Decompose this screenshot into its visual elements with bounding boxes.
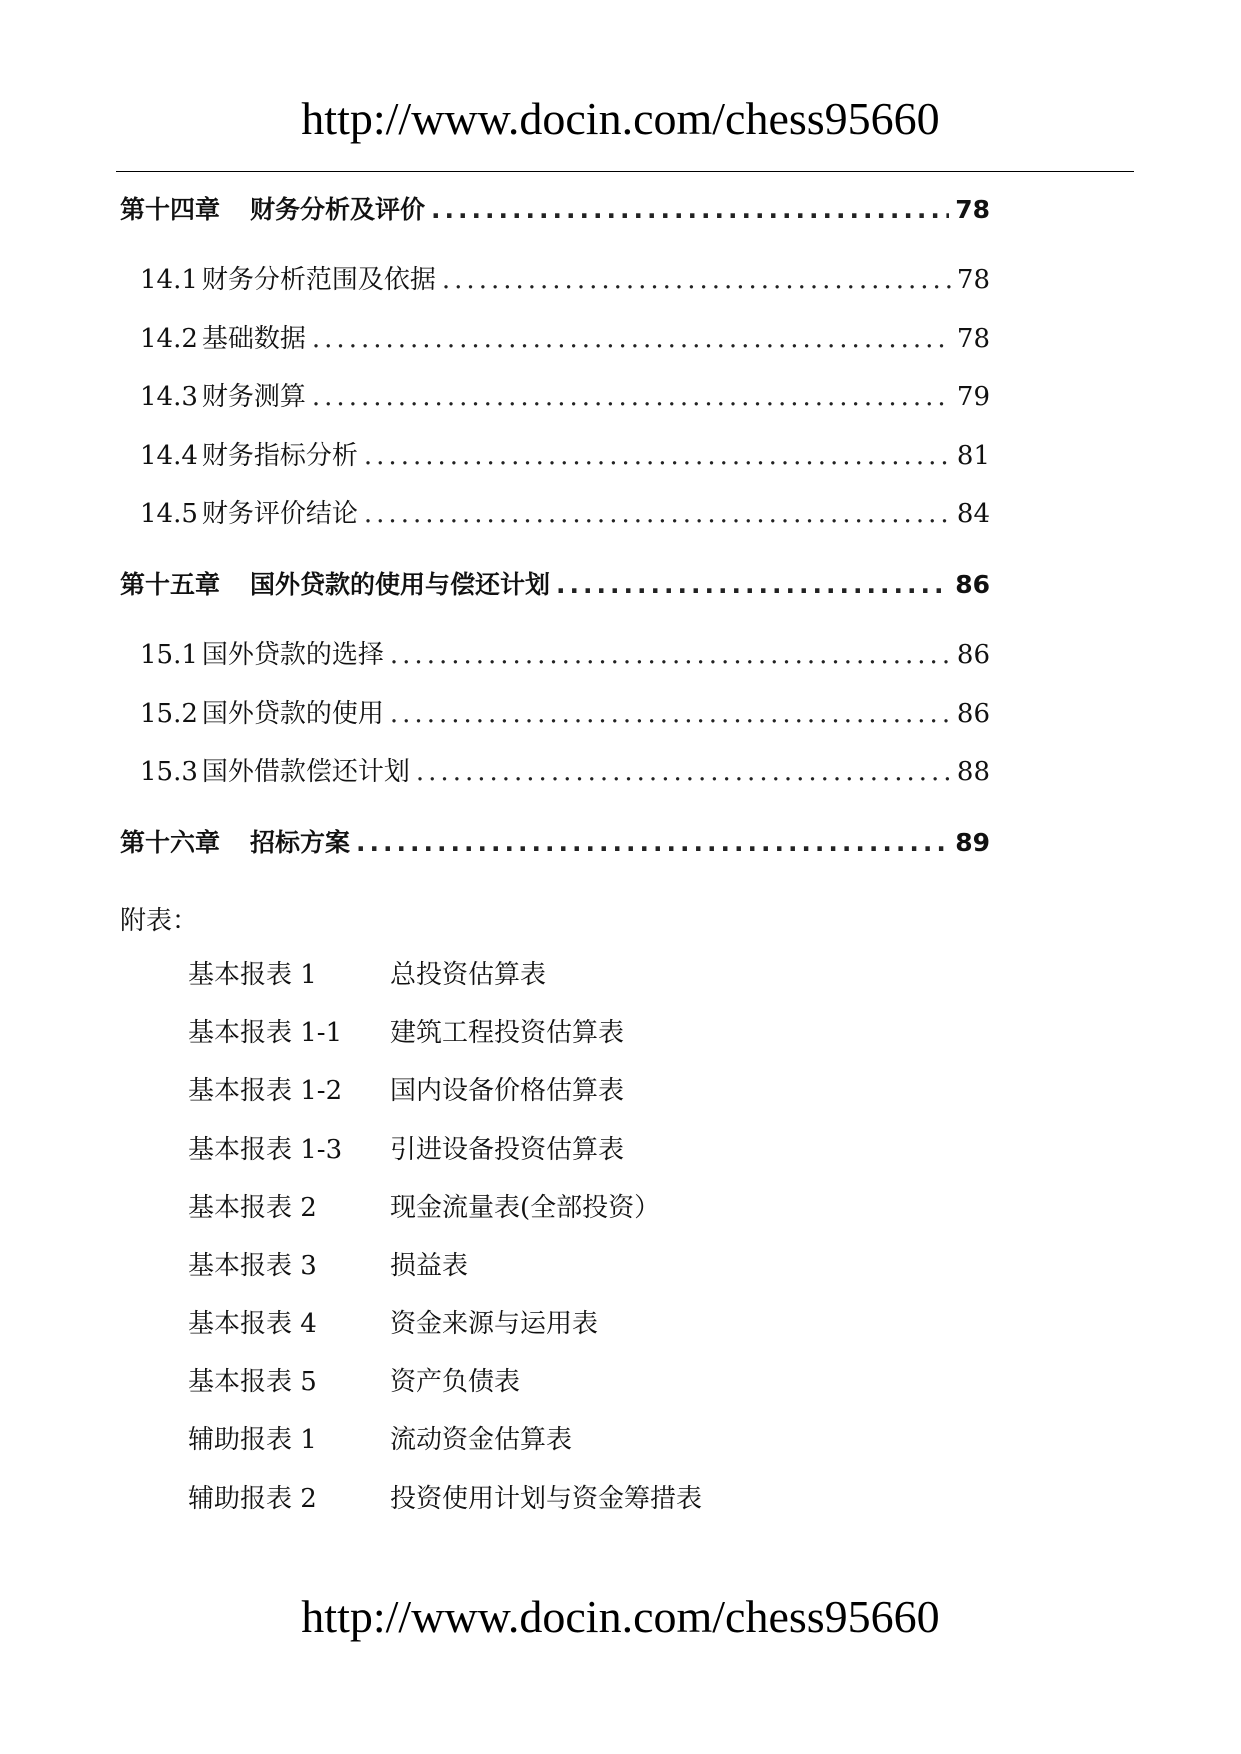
toc-entry[interactable]: [120, 755, 990, 789]
footer-url: http://www.docin.com/chess95660: [301, 1591, 940, 1642]
toc-number: 14.1: [140, 265, 198, 295]
toc-number: 第十四章: [120, 195, 221, 224]
toc-title: 财务指标分析: [201, 441, 358, 471]
appendix-code: 基本报表 1: [188, 960, 317, 990]
toc-entry[interactable]: [120, 322, 990, 356]
toc-page: 78: [955, 195, 990, 224]
appendix-name: 资金来源与运用表: [390, 1309, 599, 1339]
appendix-name: 建筑工程投资估算表: [390, 1018, 625, 1048]
appendix-code: 基本报表 1-2: [188, 1076, 343, 1106]
toc-page: 86: [955, 570, 990, 599]
appendix-section: [120, 900, 198, 937]
toc-title: 财务分析范围及依据: [201, 265, 436, 295]
appendix-name: 损益表: [390, 1251, 469, 1281]
toc-page: 86: [956, 640, 990, 670]
appendix-label: 附表：: [120, 906, 199, 936]
toc-number: 15.2: [140, 699, 198, 729]
toc-leader: [556, 568, 949, 602]
toc-number: 14.2: [140, 324, 198, 354]
toc-page: 78: [956, 324, 990, 354]
appendix-code: 基本报表 3: [188, 1251, 317, 1281]
toc-number: 15.3: [140, 757, 198, 787]
appendix-name: 国内设备价格估算表: [390, 1076, 625, 1106]
toc-page: 88: [956, 757, 990, 787]
toc-title: 国外贷款的使用: [201, 699, 384, 729]
toc-title: 基础数据: [201, 324, 306, 354]
toc-entry[interactable]: [120, 697, 990, 731]
appendix-item: [188, 1365, 520, 1399]
appendix-item: [188, 1016, 624, 1050]
toc-title: 国外贷款的选择: [201, 640, 384, 670]
appendix-name: 投资使用计划与资金筹措表: [390, 1484, 703, 1514]
toc-leader: [431, 193, 949, 227]
toc-number: 15.1: [140, 640, 198, 670]
toc-title: 招标方案: [250, 828, 351, 857]
toc-number: 14.3: [140, 382, 198, 412]
appendix-item: [188, 958, 546, 992]
toc-leader: [364, 439, 951, 473]
appendix-code: 辅助报表 1: [188, 1425, 317, 1455]
appendix-item: [188, 1482, 702, 1516]
appendix-item: [188, 1307, 598, 1341]
toc-leader: [416, 755, 951, 789]
toc-page: 86: [956, 699, 990, 729]
appendix-item: [188, 1133, 624, 1167]
toc-entry[interactable]: [120, 638, 990, 672]
appendix-code: 基本报表 4: [188, 1309, 317, 1339]
appendix-item: [188, 1423, 572, 1457]
toc-number: 14.5: [140, 499, 198, 529]
toc-page: 81: [956, 441, 990, 471]
toc-page: 89: [955, 828, 990, 857]
appendix-name: 现金流量表(全部投资）: [390, 1193, 661, 1223]
appendix-name: 引进设备投资估算表: [390, 1135, 625, 1165]
toc-entry[interactable]: [120, 826, 990, 860]
toc-number: 14.4: [140, 441, 198, 471]
appendix-item: [188, 1074, 624, 1108]
appendix-code: 辅助报表 2: [188, 1484, 317, 1514]
header-url: http://www.docin.com/chess95660: [301, 93, 940, 144]
toc-entry[interactable]: [120, 439, 990, 473]
appendix-name: 总投资估算表: [390, 960, 547, 990]
toc-entry[interactable]: [120, 193, 990, 227]
appendix-code: 基本报表 2: [188, 1193, 317, 1223]
toc-entry[interactable]: [120, 568, 990, 602]
toc-entry[interactable]: [120, 497, 990, 531]
toc-entry[interactable]: [120, 380, 990, 414]
toc-page: 84: [956, 499, 990, 529]
toc-title: 财务评价结论: [201, 499, 358, 529]
toc-leader: [312, 322, 951, 356]
toc-leader: [390, 697, 951, 731]
toc-title: 财务测算: [201, 382, 306, 412]
toc-number: 第十六章: [120, 828, 221, 857]
appendix-name: 资产负债表: [390, 1367, 521, 1397]
toc-leader: [364, 497, 951, 531]
toc-leader: [390, 638, 951, 672]
toc-leader: [442, 263, 951, 297]
appendix-item: [188, 1191, 660, 1225]
header-rule: [116, 171, 1134, 172]
appendix-code: 基本报表 1-3: [188, 1135, 343, 1165]
appendix-item: [188, 1249, 468, 1283]
appendix-name: 流动资金估算表: [390, 1425, 573, 1455]
toc-number: 第十五章: [120, 570, 221, 599]
toc-page: 79: [956, 382, 990, 412]
toc-title: 国外借款偿还计划: [201, 757, 410, 787]
toc-title: 财务分析及评价: [250, 195, 426, 224]
toc-title: 国外贷款的使用与偿还计划: [250, 570, 551, 599]
appendix-code: 基本报表 5: [188, 1367, 317, 1397]
toc-entry[interactable]: [120, 263, 990, 297]
toc-leader: [312, 380, 951, 414]
appendix-code: 基本报表 1-1: [188, 1018, 343, 1048]
toc-leader: [356, 826, 949, 860]
toc-page: 78: [956, 265, 990, 295]
